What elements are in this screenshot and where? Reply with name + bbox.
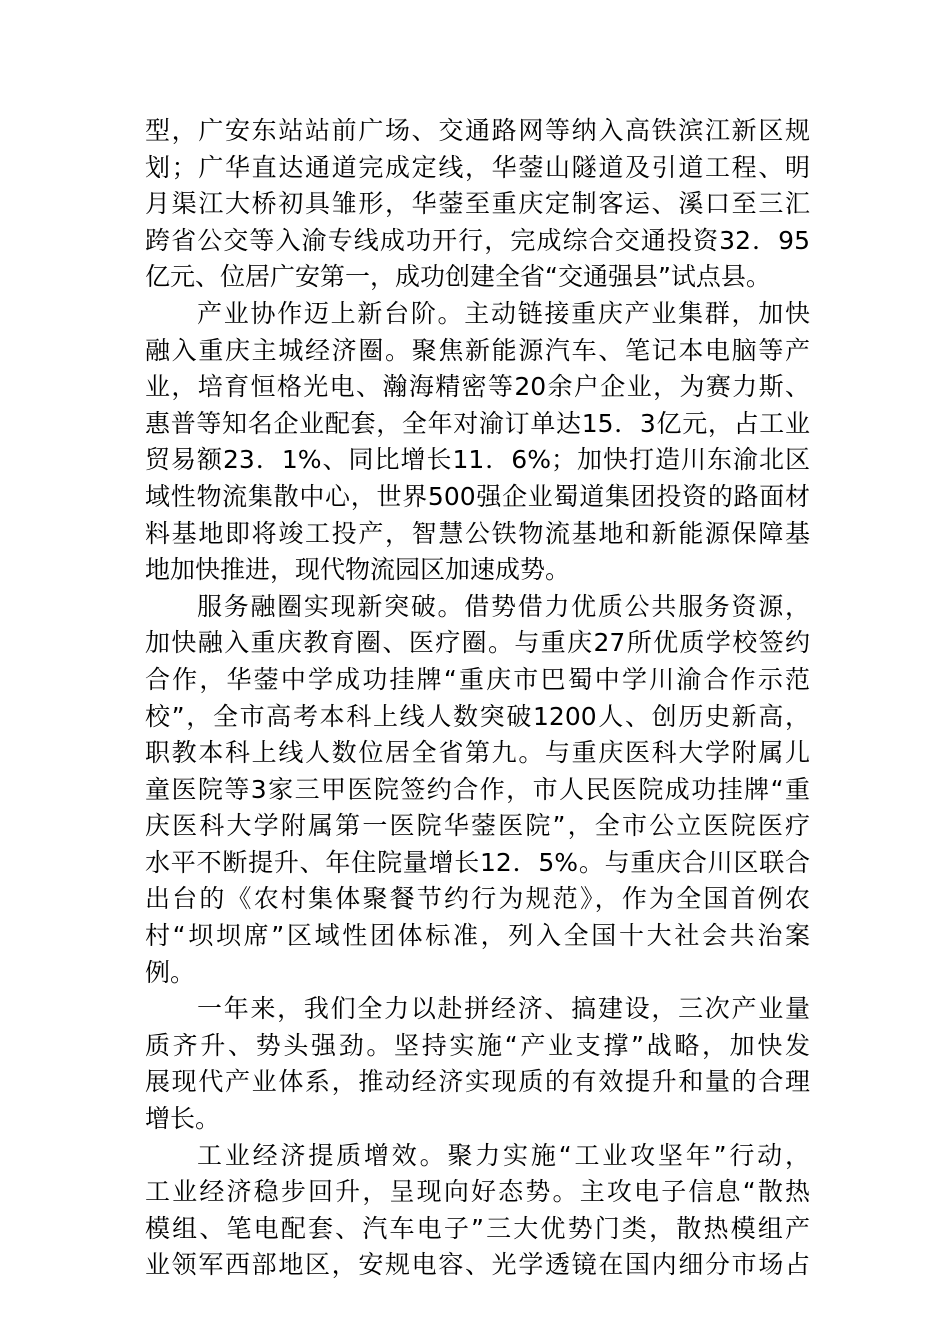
- text-line: 增长。: [145, 1104, 221, 1134]
- text-line: 加快融入重庆教育圈、医疗圈。与重庆27所优质学校签约: [145, 628, 810, 658]
- text-line: 村“坝坝席”区域性团体标准，列入全国十大社会共治案: [145, 921, 810, 951]
- text-line: 业领军西部地区，安规电容、光学透镜在国内细分市场占: [145, 1250, 810, 1280]
- document-body-text: [145, 113, 810, 1284]
- text-line: 亿元、位居广安第一，成功创建全省“交通强县”试点县。: [145, 262, 771, 292]
- text-line: 业，培育恒格光电、瀚海精密等20余户企业，为赛力斯、: [145, 372, 810, 402]
- text-line: 质齐升、势头强劲。坚持实施“产业支撑”战略，加快发: [145, 1030, 810, 1060]
- text-line: 出台的《农村集体聚餐节约行为规范》，作为全国首例农: [145, 884, 810, 914]
- paragraph-start-line: 服务融圈实现新突破。借势借力优质公共服务资源，: [197, 591, 810, 621]
- text-line: 童医院等3家三甲医院签约合作，市人民医院成功挂牌“重: [145, 774, 810, 804]
- text-line: 惠普等知名企业配套，全年对渝订单达15．3亿元，占工业: [145, 408, 810, 438]
- text-line: 庆医科大学附属第一医院华蓥医院”，全市公立医院医疗: [145, 811, 810, 841]
- text-line: 工业经济稳步回升，呈现向好态势。主攻电子信息“散热: [145, 1177, 810, 1207]
- text-line: 校”，全市高考本科上线人数突破1200人、创历史新高，: [145, 701, 810, 731]
- text-line: 贸易额23．1%、同比增长11．6%；加快打造川东渝北区: [145, 445, 810, 475]
- text-line: 月渠江大桥初具雏形，华蓥至重庆定制客运、溪口至三汇: [145, 189, 810, 219]
- text-line: 型，广安东站站前广场、交通路网等纳入高铁滨江新区规: [145, 116, 810, 145]
- text-line: 料基地即将竣工投产，智慧公铁物流基地和新能源保障基: [145, 518, 810, 548]
- text-line: 合作，华蓥中学成功挂牌“重庆市巴蜀中学川渝合作示范: [145, 664, 810, 694]
- text-line: 域性物流集散中心，世界500强企业蜀道集团投资的路面材: [145, 481, 810, 511]
- text-line: 融入重庆主城经济圈。聚焦新能源汽车、笔记本电脑等产: [145, 335, 810, 365]
- text-line: 职教本科上线人数位居全省第九。与重庆医科大学附属儿: [145, 738, 810, 768]
- text-line: 展现代产业体系，推动经济实现质的有效提升和量的合理: [145, 1067, 810, 1097]
- paragraph-start-line: 一年来，我们全力以赴拼经济、搞建设，三次产业量: [197, 994, 810, 1024]
- text-line: 跨省公交等入渝专线成功开行，完成综合交通投资32．95: [145, 225, 810, 255]
- text-line: 模组、笔电配套、汽车电子”三大优势门类，散热模组产: [145, 1213, 810, 1243]
- paragraph-start-line: 产业协作迈上新台阶。主动链接重庆产业集群，加快: [197, 298, 810, 328]
- text-line: 水平不断提升、年住院量增长12．5%。与重庆合川区联合: [145, 847, 810, 877]
- paragraph-start-line: 工业经济提质增效。聚力实施“工业攻坚年”行动，: [197, 1140, 810, 1170]
- text-line: 划；广华直达通道完成定线，华蓥山隧道及引道工程、明: [145, 152, 810, 182]
- text-line: 例。: [145, 957, 196, 987]
- text-line: 地加快推进，现代物流园区加速成势。: [145, 555, 571, 585]
